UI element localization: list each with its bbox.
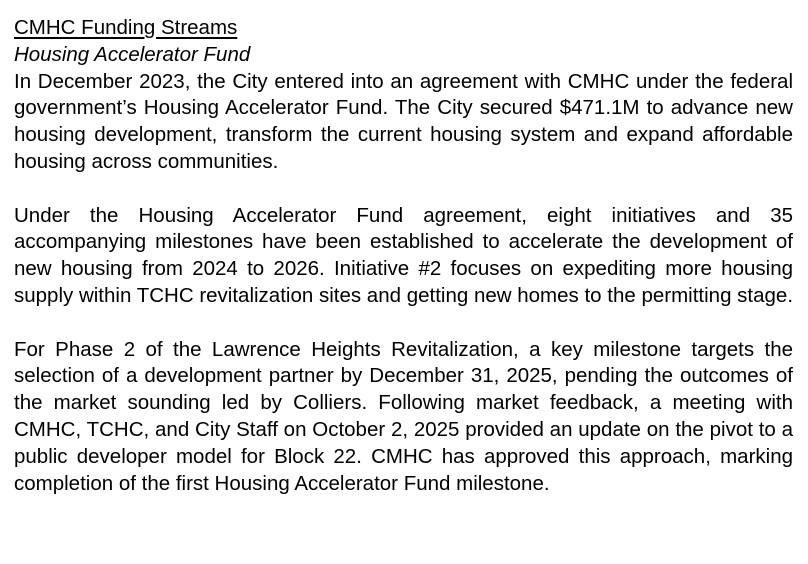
section-subheading: Housing Accelerator Fund [14, 42, 251, 66]
paragraph-initiatives: Under the Housing Accelerator Fund agreement, eight initiatives and 35 accompanying milestones have been established to accelerate the development of new housing from 2024 to 2026. Initiative #2 focuses on expediting more housing supply within TCHC revitalization sites and getting new homes to the permitting stage. [14, 203, 794, 307]
paragraph-agreement: In December 2023, the City entered into an agreement with CMHC under the federal government’s Housing Accelerator Fund. The City secured $471.1M to advance new housing development, transform the current housing system and expand affordable housing across communities. [14, 69, 793, 173]
section-heading: CMHC Funding Streams [14, 16, 238, 39]
paragraph-lawrence-heights: For Phase 2 of the Lawrence Heights Revitalization, a key milestone targets the selection of a development partner by December 31, 2025, pending the outcomes of the market sounding led by Colliers. Following market feedback, a meeting with CMHC, TCHC, and City Staff on October 2, 2025 provided an update on the pivot to a public developer model for Block 22. CMHC has approved this approach, marking completion of the first Housing Accelerator Fund milestone. [14, 337, 793, 495]
document-body [14, 15, 793, 497]
